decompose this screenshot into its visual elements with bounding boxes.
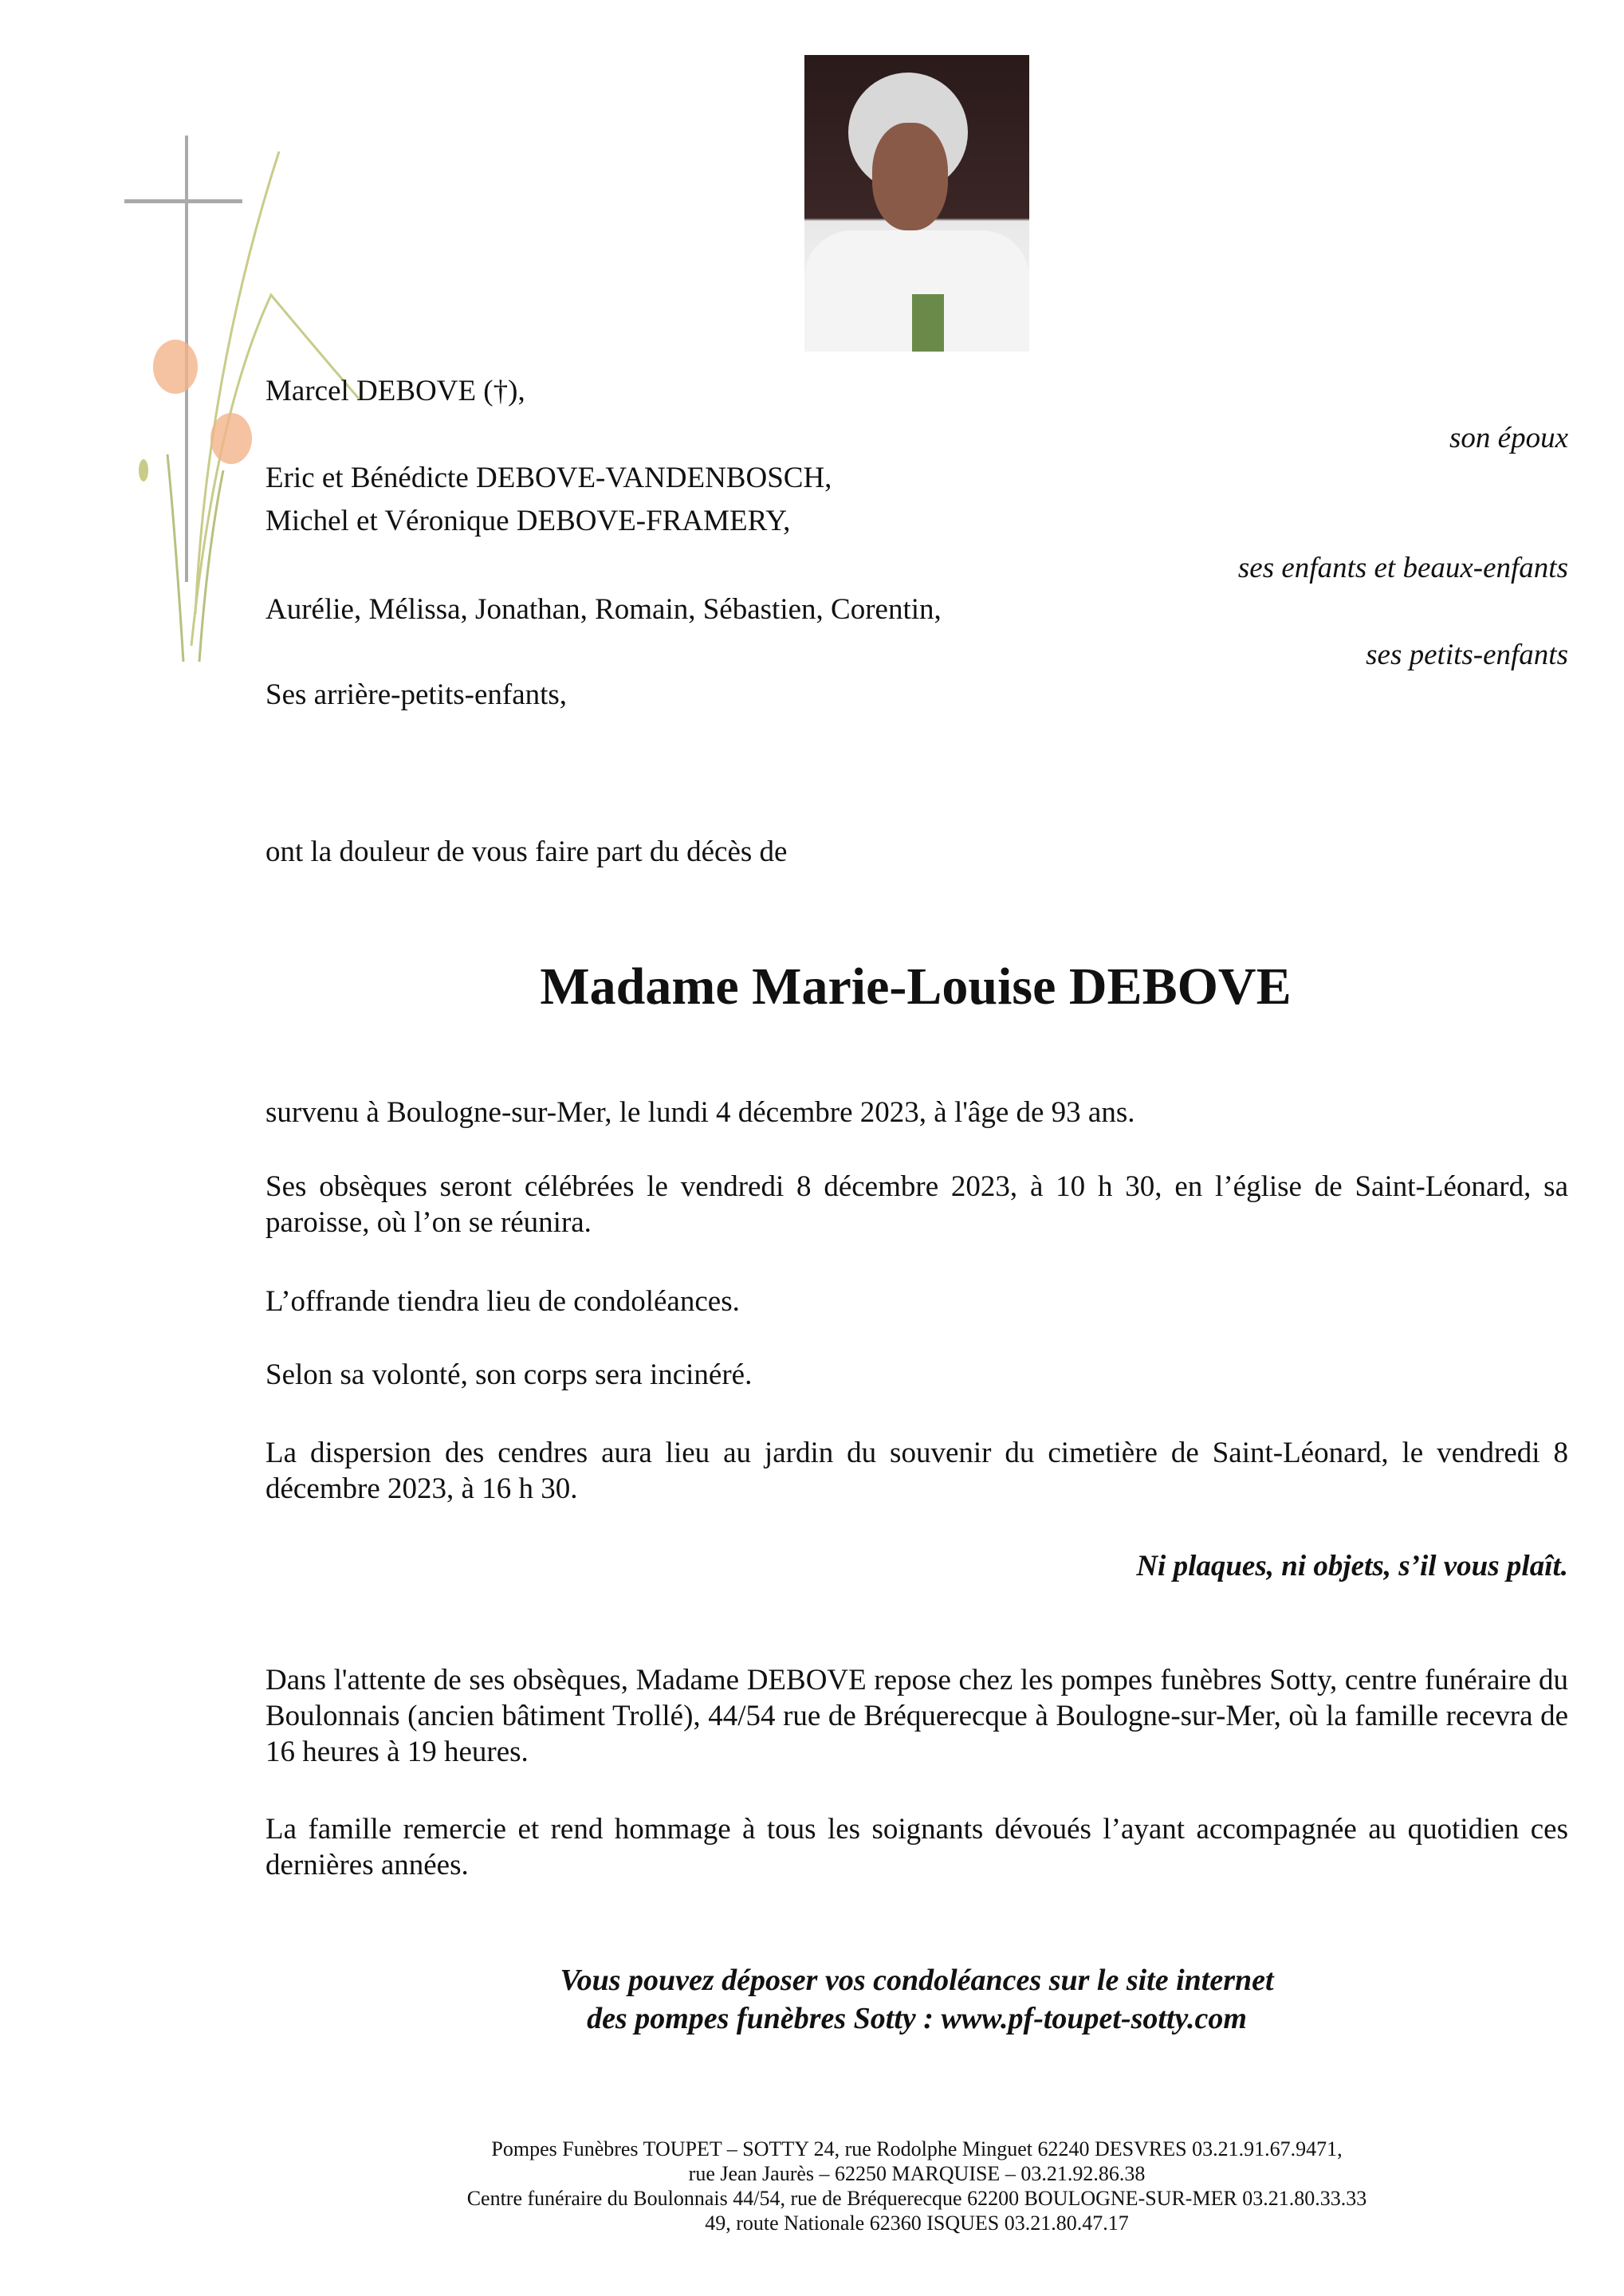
- dispersion-info: La dispersion des cendres aura lieu au jardin du souvenir du cimetière de Saint-Léonard, le vendredi 8 décembre 2023, à 16 h 30.: [265, 1437, 1568, 1505]
- footer-line: Pompes Funèbres TOUPET – SOTTY 24, rue Rodolphe Minguet 62240 DESVRES 03.21.91.67.9471,: [491, 2137, 1343, 2160]
- announcement: ont la douleur de vous faire part du décès de: [265, 835, 788, 868]
- family-great-grandchildren: Ses arrière-petits-enfants,: [265, 678, 568, 711]
- thanks: La famille remercie et rend hommage à tous les soignants dévoués l’ayant accompagnée au quotidien ces dernières années.: [265, 1813, 1568, 1881]
- portrait-photo: [804, 55, 1029, 352]
- footer-line: Centre funéraire du Boulonnais 44/54, rue de Bréquerecque 62200 BOULOGNE-SUR-MER 03.21.80.33.33: [466, 2187, 1367, 2210]
- condolences-line-2: des pompes funèbres Sotty : www.pf-toupet-sotty.com: [587, 2002, 1247, 2035]
- no-flowers-note: Ni plaques, ni objets, s’il vous plaît.: [1136, 1550, 1568, 1582]
- offering-info: L’offrande tiendra lieu de condoléances.: [265, 1285, 740, 1318]
- relation-children: ses enfants et beaux-enfants: [1237, 552, 1568, 584]
- footer-line: rue Jean Jaurès – 62250 MARQUISE – 03.21.92.86.38: [688, 2162, 1146, 2185]
- death-info: survenu à Boulogne-sur-Mer, le lundi 4 décembre 2023, à l'âge de 93 ans.: [265, 1096, 1135, 1129]
- condolences-note: [265, 1961, 1568, 2038]
- funeral-info: Ses obsèques seront célébrées le vendredi 8 décembre 2023, à 10 h 30, en l’église de Saint-Léonard, sa paroisse, où l’on se réunira.: [265, 1170, 1568, 1239]
- family-spouse: Marcel DEBOVE (†),: [265, 375, 525, 407]
- rest-info: Dans l'attente de ses obsèques, Madame DEBOVE repose chez les pompes funèbres Sotty, centre funéraire du Boulonnais (ancien bâtiment Trollé), 44/54 rue de Bréquerecque à Boulogne-sur-Mer, où la famille recevra de 16 heures à 19 heures.: [265, 1664, 1568, 1768]
- footer-line: 49, route Nationale 62360 ISQUES 03.21.80.47.17: [705, 2211, 1129, 2235]
- relation-grandchildren: ses petits-enfants: [1366, 639, 1568, 671]
- family-grandchildren: Aurélie, Mélissa, Jonathan, Romain, Sébastien, Corentin,: [265, 593, 942, 626]
- cremation-info: Selon sa volonté, son corps sera incinéré.: [265, 1358, 753, 1391]
- funeral-home-footer: [265, 2137, 1568, 2235]
- condolences-line-1: Vous pouvez déposer vos condoléances sur le site internet: [560, 1964, 1274, 1997]
- relation-spouse: son époux: [1449, 422, 1568, 454]
- family-children-1: Eric et Bénédicte DEBOVE-VANDENBOSCH,: [265, 462, 832, 494]
- family-children-2: Michel et Véronique DEBOVE-FRAMERY,: [265, 505, 791, 537]
- deceased-name: Madame Marie-Louise DEBOVE: [540, 957, 1292, 1016]
